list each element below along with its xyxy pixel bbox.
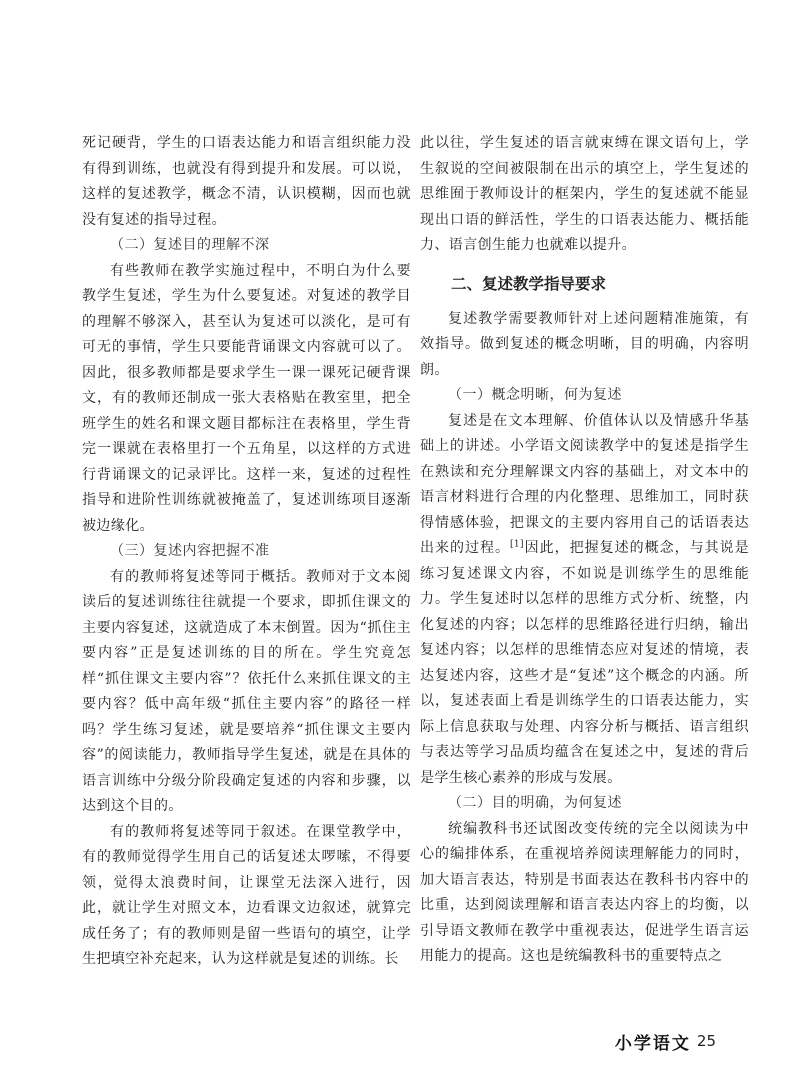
subsection-heading: （二）目的明确，为何复述 xyxy=(448,795,622,811)
paragraph: 死记硬背，学生的口语表达能力和语言组织能力没有得到训练，也就没有得到提升和发展。可以说，这样的复述教学，概念不清，认识模糊，因而也就没有复述的指导过程。 xyxy=(82,135,411,228)
journal-name: 小学语文 xyxy=(614,1033,691,1054)
citation-mark: [1] xyxy=(510,539,524,550)
page-number: 25 xyxy=(696,1032,716,1050)
page-footer xyxy=(615,1026,716,1056)
paragraph: 复述教学需要教师针对上述问题精准施策，有效指导。做到复述的概念明晰，目的明确，内容明朗。 xyxy=(420,310,749,378)
paragraph: 统编教科书还试图改变传统的完全以阅读为中心的编排体系，在重视培养阅读理解能力的同时，加大语言表达，特别是书面表达在教科书内容中的比重，达到阅读理解和语言表达内容上的均衡，以引导语文教师在教学中重视表达，促进学生语言运用能力的提高。这也是统编教科书的重要特点之 xyxy=(420,820,749,964)
left-column xyxy=(82,131,411,973)
subsection-heading: （二）复述目的理解不深 xyxy=(110,237,270,253)
paragraph-text: 复述是在文本理解、价值体认以及情感升华基础上的讲述。小学语文阅读教学中的复述是指学生在熟读和充分理解课文内容的基础上，对文本中的语言材料进行合理的内化整理、思维加工，同时获得情感体验，把课文的主要内容用自己的话语表达出来的过程。 xyxy=(420,412,749,556)
paragraph: 有些教师在教学实施过程中，不明白为什么要教学生复述，学生为什么要复述。对复述的教学目的理解不够深入，甚至认为复述可以淡化，是可有可无的事情，学生只要能背诵课文内容就可以了。因此，很多教师都是要求学生一课一课死记硬背课文，有的教师还制成一张大表格贴在教室里，把全班学生的姓名和课文题目都标注在表格里，学生背完一课就在表格里打一个五角星，以这样的方式进行背诵课文的记录评比。这样一来，复述的过程性指导和进阶性训练就被掩盖了，复述训练项目逐渐被边缘化。 xyxy=(82,262,411,534)
paragraph xyxy=(420,409,749,792)
paragraph-text: 因此，把握复述的概念，与其说是练习复述课文内容，不如说是训练学生的思维能力。学生复述时以怎样的思维方式分析、统整，内化复述的内容；以怎样的思维路径进行归纳，输出复述内容；以怎样的思维情态应对复述的情境，表达复述内容，这些才是“复述”这个概念的内涵。所以，复述表面上看是训练学生的口语表达能力，实际上信息获取与处理、内容分析与概括、语言组织与表达等学习品质均蕴含在复述之中，复述的背后是学生核心素养的形成与发展。 xyxy=(420,540,749,786)
paragraph: 此以往，学生复述的语言就束缚在课文语句上，学生叙说的空间被限制在出示的填空上，学生复述的思维囿于教师设计的框架内，学生的复述就不能显现出口语的鲜活性，学生的口语表达能力、概括能力、语言创生能力也就难以提升。 xyxy=(420,135,749,253)
paragraph: 有的教师将复述等同于叙述。在课堂教学中，有的教师觉得学生用自己的话复述太啰嗦，不得要领，觉得太浪费时间，让课堂无法深入进行，因此，就让学生对照文本，边看课文边叙述，就算完成任务了；有的教师则是留一些语句的填空，让学生把填空补充起来，认为这样就是复述的训练。长 xyxy=(82,823,411,967)
section-heading: 二、复述教学指导要求 xyxy=(451,274,607,293)
right-column xyxy=(420,131,749,970)
subsection-heading: （三）复述内容把握不准 xyxy=(110,543,270,559)
paragraph: 有的教师将复述等同于概括。教师对于文本阅读后的复述训练往往就提一个要求，即抓住课文的主要内容复述，这就造成了本末倒置。因为“抓住主要内容”正是复述训练的目的所在。学生究竟怎样“抓住课文主要内容”？依托什么来抓住课文的主要内容？低中高年级“抓住主要内容”的路径一样吗？学生练习复述，就是要培养“抓住课文主要内容”的阅读能力，教师指导学生复述，就是在具体的语言训练中分级分阶段确定复述的内容和步骤，以达到这个目的。 xyxy=(82,568,411,814)
subsection-heading: （一）概念明晰，何为复述 xyxy=(448,387,622,403)
